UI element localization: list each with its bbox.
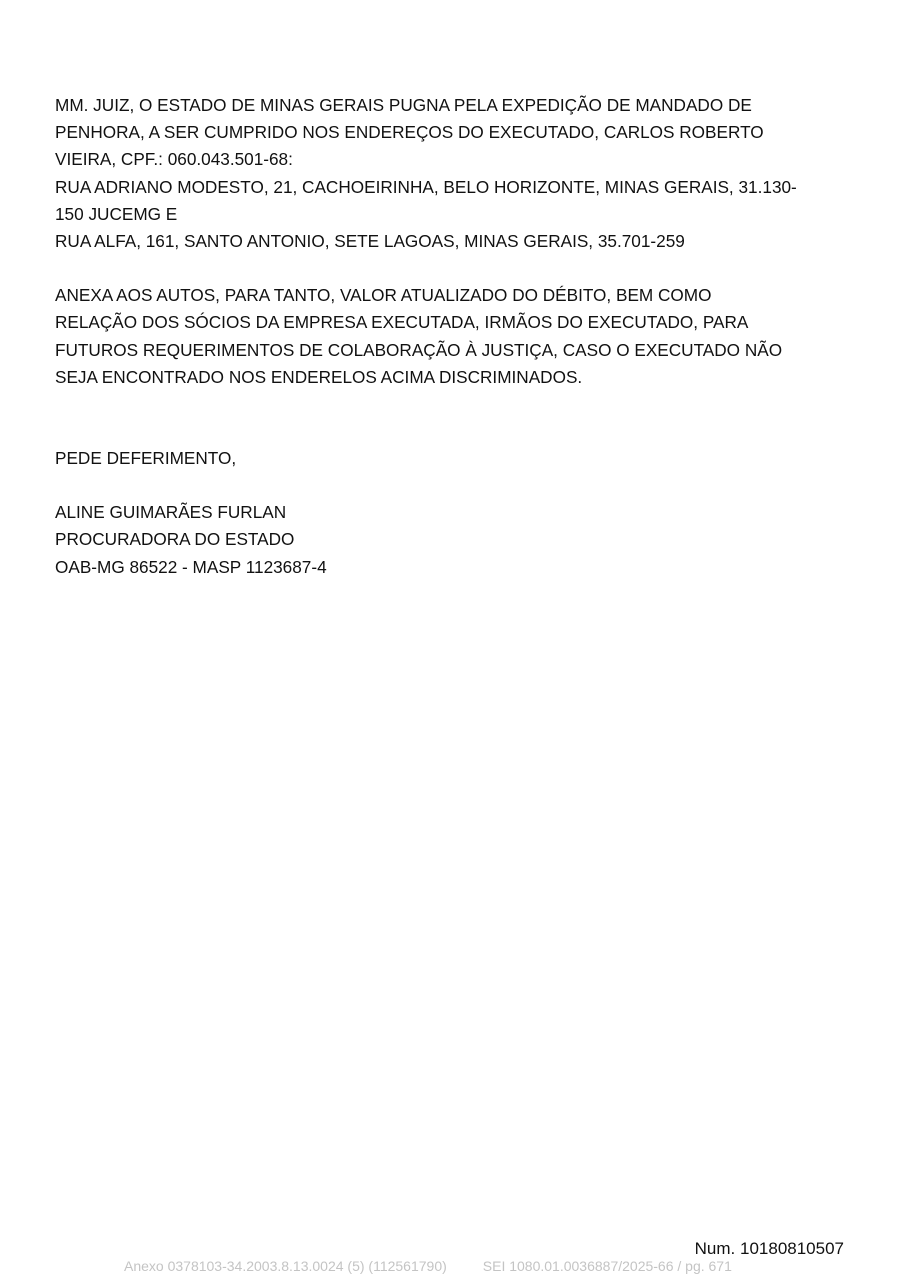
signer-registration: OAB-MG 86522 - MASP 1123687-4 <box>55 556 327 577</box>
paragraph-spacer <box>55 255 855 282</box>
text-line: ANEXA AOS AUTOS, PARA TANTO, VALOR ATUALIZADO DO DÉBITO, BEM COMO <box>55 285 712 306</box>
closing-line: PEDE DEFERIMENTO, <box>55 448 237 469</box>
text-line: MM. JUIZ, O ESTADO DE MINAS GERAIS PUGNA PELA EXPEDIÇÃO DE MANDADO DE <box>55 95 752 115</box>
signer-role: PROCURADORA DO ESTADO <box>55 529 295 550</box>
text-line: FUTUROS REQUERIMENTOS DE COLABORAÇÃO À JUSTIÇA, CASO O EXECUTADO NÃO <box>55 339 783 360</box>
paragraph-annex <box>55 282 855 391</box>
address-line: 150 JUCEMG E <box>55 203 178 224</box>
text-line: RELAÇÃO DOS SÓCIOS DA EMPRESA EXECUTADA, IRMÃOS DO EXECUTADO, PARA <box>55 312 749 333</box>
paragraph-spacer <box>55 472 855 499</box>
petition-body <box>55 92 855 581</box>
address-line: RUA ADRIANO MODESTO, 21, CACHOEIRINHA, BELO HORIZONTE, MINAS GERAIS, 31.130- <box>55 176 797 197</box>
signer-name: ALINE GUIMARÃES FURLAN <box>55 502 287 523</box>
footer-watermark <box>124 1256 732 1276</box>
annex-reference: Anexo 0378103-34.2003.8.13.0024 (5) (112561790) <box>124 1258 447 1274</box>
signature-block <box>55 499 855 581</box>
sei-reference: SEI 1080.01.0036887/2025-66 / pg. 671 <box>482 1258 732 1274</box>
text-line: PENHORA, A SER CUMPRIDO NOS ENDEREÇOS DO EXECUTADO, CARLOS ROBERTO <box>55 122 764 143</box>
text-line: SEJA ENCONTRADO NOS ENDERELOS ACIMA DISCRIMINADOS. <box>55 366 583 387</box>
paragraph-spacer <box>55 391 855 445</box>
document-number: Num. 10180810507 <box>694 1239 844 1258</box>
text-line: VIEIRA, CPF.: 060.043.501-68: <box>55 149 293 170</box>
paragraph-request <box>55 92 855 255</box>
address-line: RUA ALFA, 161, SANTO ANTONIO, SETE LAGOAS, MINAS GERAIS, 35.701-259 <box>55 231 685 252</box>
